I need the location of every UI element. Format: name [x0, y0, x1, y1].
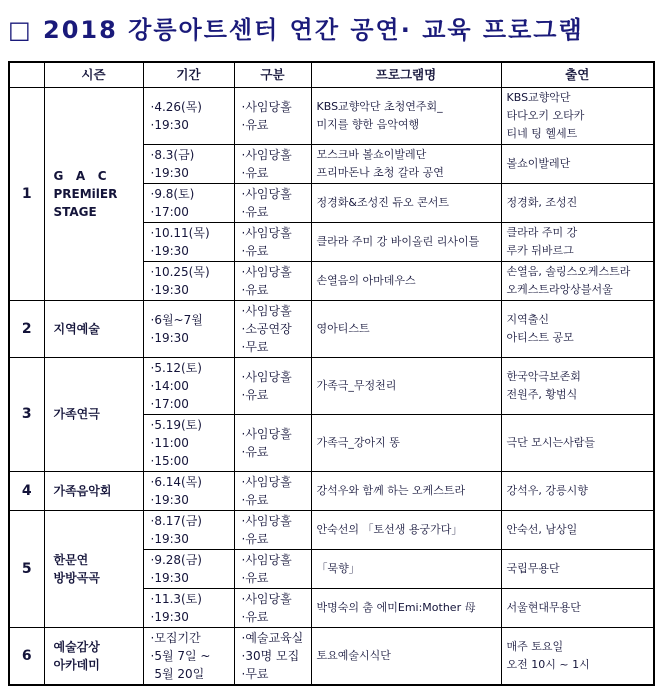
cell-period	[143, 261, 234, 300]
cell-period	[143, 471, 234, 510]
text-line: ·사임당홀	[241, 303, 292, 318]
text-line: ·9.28(금)	[150, 552, 202, 567]
table-row	[9, 627, 654, 685]
text-line: 프리마돈나 초청 갈라 공연	[316, 165, 444, 179]
cell-category	[234, 222, 311, 261]
cell-cast	[501, 357, 654, 414]
text-line: 토요예술시식단	[316, 648, 391, 662]
cell-section-no: 2	[9, 300, 44, 357]
text-line: ·30명 모집	[241, 648, 300, 663]
cell-category	[234, 300, 311, 357]
text-line: 정경화&조성진 듀오 콘서트	[316, 195, 449, 209]
cell-period	[143, 144, 234, 183]
text-line: 가족연극	[53, 407, 100, 421]
text-line: ·사임당홀	[241, 474, 292, 489]
cell-cast	[501, 414, 654, 471]
cell-cast	[501, 222, 654, 261]
cell-category	[234, 471, 311, 510]
text-line: 극단 모시는사람들	[506, 435, 596, 449]
table-row	[9, 471, 654, 510]
text-line: ·무료	[241, 666, 269, 681]
text-line: ·10.25(목)	[150, 264, 210, 279]
cell-category	[234, 588, 311, 627]
cell-category	[234, 183, 311, 222]
text-line: 국립무용단	[506, 561, 560, 575]
text-line: ·15:00	[150, 453, 189, 468]
text-line: 오케스트라앙상블서울	[506, 282, 613, 296]
cell-program	[311, 222, 501, 261]
cell-period	[143, 87, 234, 144]
text-line: KBS교향악단 초청연주회_	[316, 99, 443, 113]
cell-season	[44, 627, 143, 685]
cell-program	[311, 183, 501, 222]
text-line: ·유료	[241, 444, 269, 459]
text-line: ·9.8(토)	[150, 186, 195, 201]
text-line: ·사임당홀	[241, 264, 292, 279]
text-line: ·8.3(금)	[150, 147, 195, 162]
table-row	[9, 357, 654, 414]
text-line: 아티스트 공모	[506, 330, 574, 344]
column-header-category: 구분	[234, 62, 311, 87]
text-line: ·유료	[241, 117, 269, 132]
cell-program	[311, 588, 501, 627]
text-line: 손열음, 솔링스오케스트라	[506, 264, 631, 278]
text-line: ·19:30	[150, 609, 189, 624]
cell-season	[44, 87, 143, 300]
text-line: ·19:30	[150, 165, 189, 180]
program-table	[8, 61, 655, 686]
cell-cast	[501, 510, 654, 549]
text-line: ·5.12(토)	[150, 360, 202, 375]
text-line: 손열음의 아마데우스	[316, 273, 416, 287]
text-line: ·사임당홀	[241, 147, 292, 162]
text-line: ·19:30	[150, 330, 189, 345]
cell-period	[143, 414, 234, 471]
text-line: 서울현대무용단	[506, 600, 581, 614]
text-line: 클라라 주미 강	[506, 225, 578, 239]
text-line: ·유료	[241, 570, 269, 585]
text-line: ·4.26(목)	[150, 99, 202, 114]
cell-period	[143, 222, 234, 261]
cell-cast	[501, 627, 654, 685]
cell-period	[143, 300, 234, 357]
cell-program	[311, 414, 501, 471]
cell-category	[234, 510, 311, 549]
text-line: ·19:30	[150, 117, 189, 132]
page-title: □ 2018 강릉아트센터 연간 공연· 교육 프로그램	[8, 16, 584, 44]
text-line: ·유료	[241, 492, 269, 507]
cell-period	[143, 627, 234, 685]
text-line: ·5.19(토)	[150, 417, 202, 432]
text-line: 티네 팅 헬세트	[506, 126, 578, 140]
text-line: ·사임당홀	[241, 552, 292, 567]
text-line: 정경화, 조성진	[506, 195, 578, 209]
cell-cast	[501, 471, 654, 510]
text-line: ·11.3(토)	[150, 591, 202, 606]
cell-program	[311, 144, 501, 183]
column-header-season: 시즌	[44, 62, 143, 87]
text-line: 방방곡곡	[53, 570, 100, 585]
cell-section-no: 4	[9, 471, 44, 510]
text-line: 안숙선의 「토선생 용궁가다」	[316, 522, 463, 536]
text-line: ·8.17(금)	[150, 513, 202, 528]
text-line: ·17:00	[150, 396, 189, 411]
text-line: ·5월 7일 ~	[150, 648, 211, 663]
text-line: ·소공연장	[241, 321, 292, 336]
text-line: KBS교향악단	[506, 90, 571, 104]
column-header-program: 프로그램명	[311, 62, 501, 87]
cell-cast	[501, 144, 654, 183]
document-page	[0, 10, 663, 681]
text-line: 안숙선, 남상일	[506, 522, 578, 536]
text-line: 아카데미	[53, 657, 100, 672]
cell-cast	[501, 549, 654, 588]
text-line: ·19:30	[150, 282, 189, 297]
cell-period	[143, 357, 234, 414]
text-line: 5월 20일	[150, 666, 205, 681]
cell-category	[234, 144, 311, 183]
table-row	[9, 300, 654, 357]
text-line: 모스크바 볼쇼이발레단	[316, 147, 427, 161]
text-line: ·모집기간	[150, 630, 201, 645]
cell-program	[311, 510, 501, 549]
text-line: ·11:00	[150, 435, 189, 450]
cell-section-no: 3	[9, 357, 44, 471]
cell-period	[143, 549, 234, 588]
text-line: PREMilER	[53, 186, 118, 201]
text-line: 전원주, 황범식	[506, 387, 578, 401]
text-line: ·유료	[241, 609, 269, 624]
text-line: 매주 토요일	[506, 639, 564, 653]
text-line: STAGE	[53, 204, 97, 219]
cell-section-no: 5	[9, 510, 44, 627]
cell-program	[311, 300, 501, 357]
cell-section-no: 6	[9, 627, 44, 685]
cell-season	[44, 357, 143, 471]
cell-program	[311, 471, 501, 510]
cell-category	[234, 357, 311, 414]
cell-cast	[501, 588, 654, 627]
text-line: ·사임당홀	[241, 513, 292, 528]
cell-category	[234, 261, 311, 300]
text-line: ·사임당홀	[241, 426, 292, 441]
cell-cast	[501, 183, 654, 222]
text-line: 박명숙의 춤 에미Emi:Mother 母	[316, 600, 476, 614]
cell-section-no: 1	[9, 87, 44, 300]
cell-category	[234, 627, 311, 685]
cell-category	[234, 87, 311, 144]
text-line: ·예술교육실	[241, 630, 304, 645]
text-line: ·유료	[241, 531, 269, 546]
table-row	[9, 87, 654, 144]
text-line: G A C	[53, 168, 107, 183]
text-line: ·19:30	[150, 531, 189, 546]
text-line: 한문연	[53, 552, 89, 567]
cell-period	[143, 588, 234, 627]
text-line: ·17:00	[150, 204, 189, 219]
text-line: ·유료	[241, 387, 269, 402]
text-line: 지역예술	[53, 321, 100, 336]
cell-season	[44, 300, 143, 357]
cell-program	[311, 627, 501, 685]
header-row	[9, 62, 654, 87]
column-header-period: 기간	[143, 62, 234, 87]
text-line: ·10.11(목)	[150, 225, 210, 240]
text-line: 영아티스트	[316, 321, 370, 335]
text-line: ·무료	[241, 339, 269, 354]
cell-program	[311, 87, 501, 144]
text-line: ·사임당홀	[241, 186, 292, 201]
cell-program	[311, 357, 501, 414]
text-line: 지역출신	[506, 312, 550, 326]
text-line: 가족극_강아지 똥	[316, 435, 400, 449]
text-line: 루카 뒤바르그	[506, 243, 574, 257]
cell-period	[143, 510, 234, 549]
text-line: 가족극_무정천리	[316, 378, 397, 392]
cell-cast	[501, 261, 654, 300]
text-line: ·사임당홀	[241, 225, 292, 240]
text-line: ·6.14(목)	[150, 474, 202, 489]
text-line: ·14:00	[150, 378, 189, 393]
text-line: 가족음악회	[53, 483, 112, 498]
cell-category	[234, 549, 311, 588]
cell-period	[143, 183, 234, 222]
text-line: ·19:30	[150, 570, 189, 585]
text-line: ·유료	[241, 165, 269, 180]
text-line: 예술감상	[53, 639, 100, 654]
text-line: ·사임당홀	[241, 591, 292, 606]
text-line: ·19:30	[150, 243, 189, 258]
text-line: 클라라 주미 강 바이올린 리사이틀	[316, 234, 480, 248]
cell-program	[311, 549, 501, 588]
text-line: ·유료	[241, 204, 269, 219]
text-line: 강석우, 강릉시향	[506, 483, 588, 497]
cell-season	[44, 471, 143, 510]
text-line: ·19:30	[150, 492, 189, 507]
text-line: ·사임당홀	[241, 99, 292, 114]
text-line: ·사임당홀	[241, 369, 292, 384]
text-line: ·6월~7월	[150, 312, 203, 327]
text-line: 볼쇼이발레단	[506, 156, 571, 170]
cell-cast	[501, 300, 654, 357]
column-header-cast: 출연	[501, 62, 654, 87]
text-line: ·유료	[241, 243, 269, 258]
cell-program	[311, 261, 501, 300]
cell-cast	[501, 87, 654, 144]
cell-season	[44, 510, 143, 627]
text-line: 강석우와 함께 하는 오케스트라	[316, 483, 466, 497]
cell-category	[234, 414, 311, 471]
text-line: ·유료	[241, 282, 269, 297]
text-line: 오전 10시 ~ 1시	[506, 657, 590, 671]
text-line: 미지를 향한 음악여행	[316, 117, 420, 131]
table-row	[9, 510, 654, 549]
column-header-no	[9, 62, 44, 87]
text-line: 「묵향」	[316, 561, 360, 575]
text-line: 타다오키 오타카	[506, 108, 585, 122]
text-line: 한국악극보존회	[506, 369, 581, 383]
